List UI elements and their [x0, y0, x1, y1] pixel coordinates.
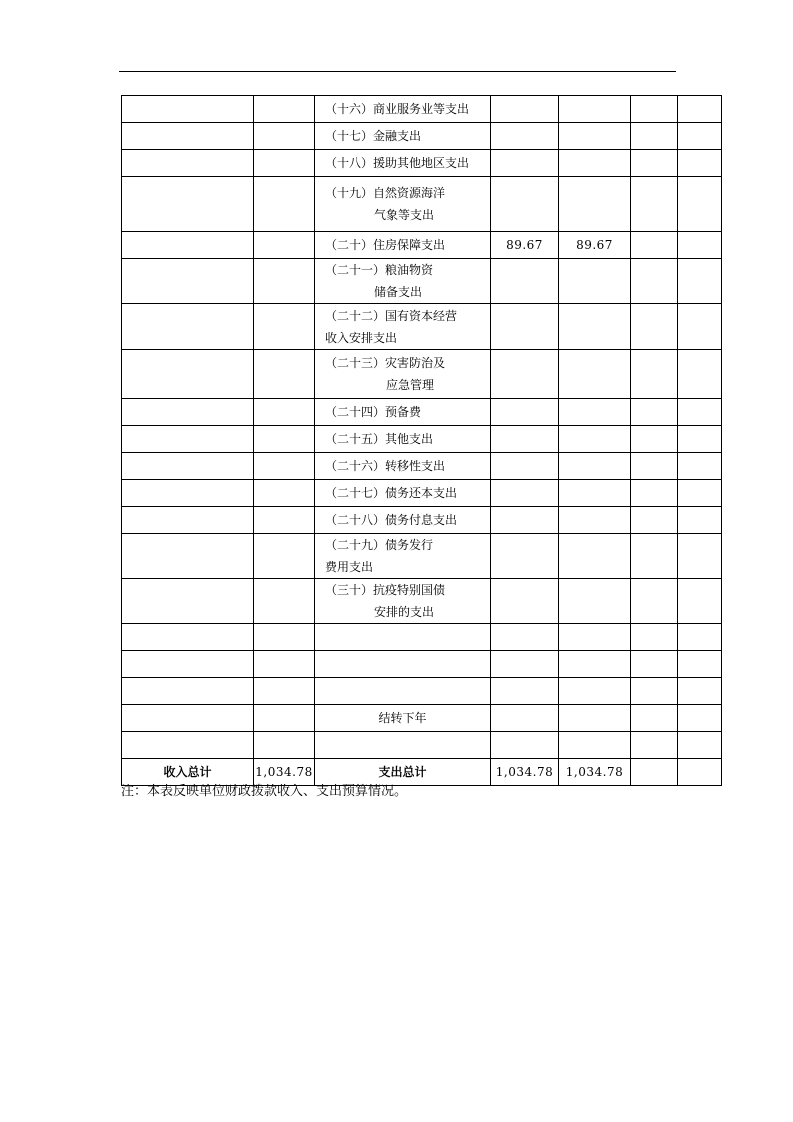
expense-item: （二十四）预备费 [315, 399, 491, 426]
expense-item: （二十六）转移性支出 [315, 453, 491, 480]
amount-cell: 89.67 [491, 232, 559, 259]
table-row [122, 350, 722, 399]
table-row [122, 232, 722, 259]
table-row [122, 480, 722, 507]
expense-item [315, 579, 491, 624]
table-row [122, 534, 722, 579]
amount-cell: 89.67 [559, 232, 631, 259]
expense-item-line2: 气象等支出 [374, 208, 435, 222]
expense-item-line1: （二十九）债务发行 [325, 538, 434, 552]
expense-item: （二十八）债务付息支出 [315, 507, 491, 534]
expense-item [315, 304, 491, 350]
expense-item-line1: （二十二）国有资本经营 [325, 308, 458, 323]
expense-item-line2: 储备支出 [374, 285, 423, 299]
expense-item-line1: （二十三）灾害防治及 [325, 356, 446, 370]
table-row [122, 624, 722, 651]
income-total-label: 收入总计 [122, 759, 254, 786]
expense-item: （十七）金融支出 [315, 123, 491, 150]
expense-item-line2: 应急管理 [386, 378, 435, 392]
expense-item [315, 259, 491, 304]
expense-item [315, 350, 491, 399]
table-row [122, 651, 722, 678]
expense-total-value: 1,034.78 [491, 759, 559, 786]
table-row [122, 259, 722, 304]
income-total-value: 1,034.78 [254, 759, 315, 786]
table-row [122, 96, 722, 123]
carry-forward-label: 结转下年 [315, 705, 491, 732]
table-row [122, 579, 722, 624]
table-row [122, 507, 722, 534]
table-row [122, 732, 722, 759]
expense-total-label: 支出总计 [315, 759, 491, 786]
table-row [122, 304, 722, 350]
table-row [122, 177, 722, 232]
table-row [122, 426, 722, 453]
expense-total-value: 1,034.78 [559, 759, 631, 786]
expense-item: （二十）住房保障支出 [315, 232, 491, 259]
table-row [122, 453, 722, 480]
expense-item: （十六）商业服务业等支出 [315, 96, 491, 123]
expense-item-line1: （十九）自然资源海洋 [325, 186, 446, 200]
budget-table [121, 95, 722, 786]
expense-item: （十八）援助其他地区支出 [315, 150, 491, 177]
expense-item-line2: 安排的支出 [374, 605, 435, 619]
expense-item-line2: 费用支出 [325, 560, 374, 574]
expense-item-line1: （二十一）粮油物资 [325, 263, 434, 277]
table-note: 注：本表反映单位财政拨款收入、支出预算情况。 [121, 784, 408, 799]
table-row [122, 705, 722, 732]
expense-item-line1: （三十）抗疫特别国债 [325, 583, 446, 597]
expense-item: （二十五）其他支出 [315, 426, 491, 453]
table-row [122, 150, 722, 177]
expense-item: （二十七）债务还本支出 [315, 480, 491, 507]
table-row [122, 678, 722, 705]
table-row [122, 123, 722, 150]
expense-item [315, 177, 491, 232]
table-row [122, 399, 722, 426]
expense-item [315, 534, 491, 579]
header-rule [119, 71, 676, 72]
expense-item-line2: 收入安排支出 [325, 330, 398, 345]
